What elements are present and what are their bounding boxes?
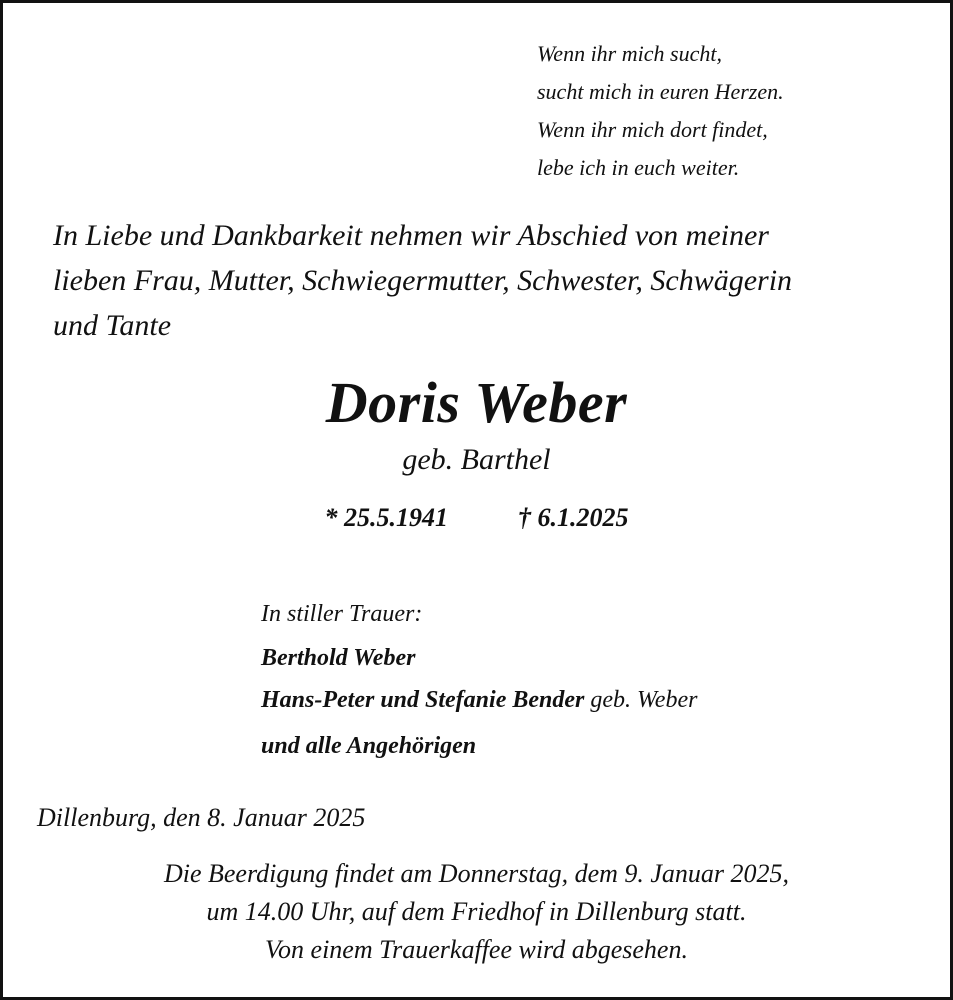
maiden-name: geb. Barthel [402,443,551,476]
place-date: Dillenburg, den 8. Januar 2025 [37,803,366,832]
funeral-info [3,855,950,969]
intro-line: In Liebe und Dankbarkeit nehmen wir Abschied von meiner [53,219,769,252]
funeral-line: Von einem Trauerkaffee wird abgesehen. [265,935,688,964]
mourner-entry [261,679,697,721]
life-dates [3,498,950,538]
poem [537,35,784,187]
mourner-name-suffix: geb. Weber [584,687,698,713]
poem-line: Wenn ihr mich sucht, [537,41,722,66]
death-date: † 6.1.2025 [518,503,629,532]
funeral-line: Die Beerdigung findet am Donnerstag, dem 9. Januar 2025, [163,859,790,888]
mourner-name: Berthold Weber [261,645,416,671]
poem-line: lebe ich in euch weiter. [537,155,740,180]
birth-date: * 25.5.1941 [324,503,448,532]
intro-line: und Tante [53,309,172,342]
poem-line: Wenn ihr mich dort findet, [537,117,768,142]
intro-text [53,213,883,348]
poem-line: sucht mich in euren Herzen. [537,79,784,104]
mourner-name: Hans-Peter und Stefanie Bender [261,687,585,713]
mourners-closing: und alle Angehörigen [261,733,477,759]
deceased-name: Doris Weber [325,370,628,435]
mourners-block [261,593,697,767]
funeral-line: um 14.00 Uhr, auf dem Friedhof in Dillenburg statt. [206,897,747,926]
intro-line: lieben Frau, Mutter, Schwiegermutter, Schwester, Schwägerin [53,264,793,297]
mourners-heading: In stiller Trauer: [261,601,423,627]
